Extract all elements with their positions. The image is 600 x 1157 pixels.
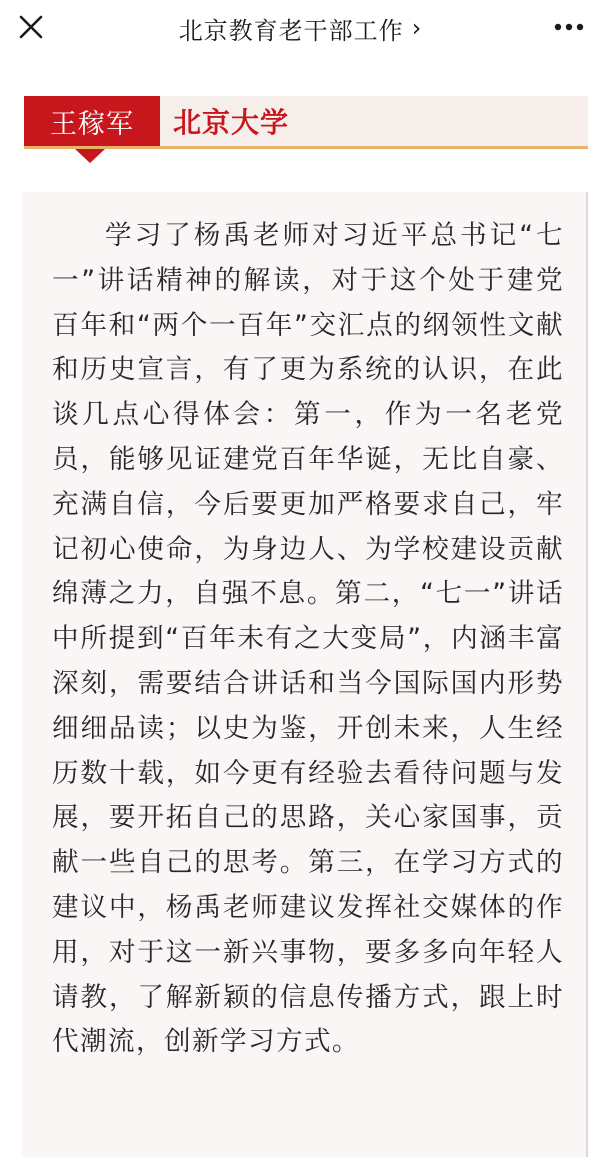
page-title: 北京教育老干部工作	[178, 16, 404, 45]
account-title-link[interactable]	[0, 0, 600, 56]
author-tag-pointer	[75, 149, 105, 163]
more-dots-icon	[554, 14, 584, 40]
author-tag: 王稼军	[24, 96, 160, 146]
header-divider	[24, 146, 588, 149]
chevron-right-icon: ›	[411, 14, 422, 42]
article-paragraph: 学习了杨禹老师对习近平总书记“七一”讲话精神的解读，对于这个处于建党百年和“两个一百年”交汇点的纲领性文献和历史宣言，有了更为系统的认识，在此谈几点心得体会：第一，作为一名老党员，能够见证建党百年华诞，无比自豪、充满自信，今后要更加严格要求自己，牢记初心使命，为身边人、为学校建设贡献绵薄之力，自强不息。第二，“七一”讲话中所提到“百年未有之大变局”，内涵丰富深刻，需要结合讲话和当今国际国内形势细细品读；以史为鉴，开创未来，人生经历数十载，如今更有经验去看待问题与发展，要开拓自己的思路，关心家国事，贡献一些自己的思考。第三，在学习方式的建议中，杨禹老师建议发挥社交媒体的作用，对于这一新兴事物，要多多向年轻人请教，了解新颖的信息传播方式，跟上时代潮流，创新学习方式。	[52, 220, 564, 1058]
more-button[interactable]	[554, 14, 584, 40]
top-navigation-bar	[0, 0, 600, 56]
school-name: 北京大学	[173, 106, 290, 139]
